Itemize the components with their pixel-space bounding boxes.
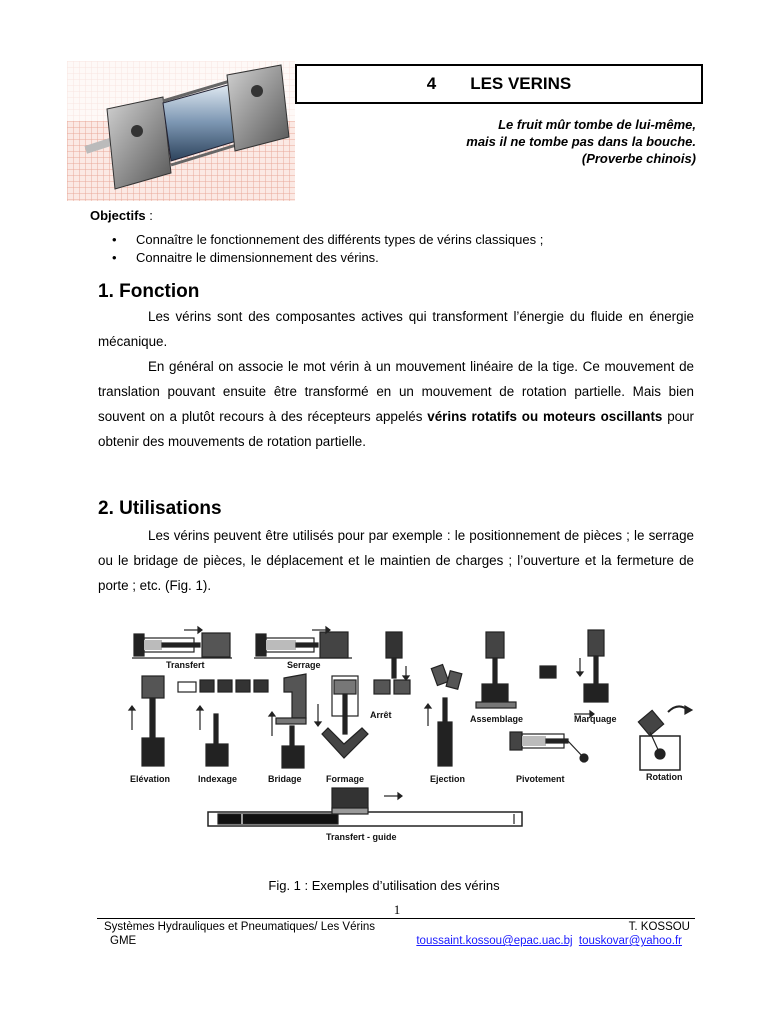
figure-label-transfert-guide: Transfert - guide	[326, 832, 397, 842]
footer-emails	[416, 935, 682, 948]
quote-source: (Proverbe chinois)	[581, 151, 696, 166]
figure-label-bridage: Bridage	[268, 774, 302, 784]
epigraph-quote	[466, 116, 696, 167]
figure-caption: Fig. 1 : Exemples d’utilisation des vérins	[268, 878, 500, 893]
footer-department: GME	[110, 935, 137, 947]
transfert-guide-illustration	[208, 788, 522, 826]
figure-illustration	[122, 618, 702, 850]
figure-label-transfert: Transfert	[166, 660, 205, 670]
serrage-illustration	[254, 627, 352, 658]
objectives-suffix: :	[145, 208, 153, 223]
paragraph	[98, 354, 694, 454]
paragraph: Les vérins sont des composantes actives qui transforment l’énergie du fluide en énergie mécanique.	[98, 309, 694, 349]
footer-divider	[97, 918, 695, 919]
section-heading-fonction: 1. Fonction	[98, 281, 200, 302]
objectives-list	[110, 231, 543, 267]
list-item: • Connaitre le dimensionnement des vérins.	[110, 249, 543, 267]
quote-line-1: Le fruit mûr tombe de lui-même,	[498, 117, 696, 132]
marquage-illustration	[540, 630, 608, 702]
quote-line-2: mais il ne tombe pas dans la bouche.	[466, 134, 696, 149]
section-heading-utilisations: 2. Utilisations	[98, 498, 222, 519]
list-item: • Connaître le fonctionnement des différents types de vérins classiques ;	[110, 231, 543, 249]
figure-label-arret: Arrêt	[370, 710, 392, 720]
figure-label-indexage: Indexage	[198, 774, 238, 784]
paragraph: Les vérins peuvent être utilisés pour par exemple : le positionnement de pièces ; le serrage ou le bridage de pièces, le déplacement et le maintien de charges ; l’ouverture et la fermeture de porte ; etc. (Fig. 1).	[98, 528, 694, 593]
formage-illustration	[315, 676, 368, 758]
chapter-title: LES VERINS	[470, 74, 572, 93]
email-link-primary[interactable]: toussaint.kossou@epac.uac.bj	[416, 935, 573, 947]
page-number: 1	[393, 902, 401, 917]
section-utilisations-body	[98, 523, 694, 598]
figure-label-rotation: Rotation	[646, 772, 683, 782]
footer-author: T. KOSSOU	[628, 921, 690, 933]
transfert-illustration	[132, 627, 232, 658]
figure-label-serrage: Serrage	[287, 660, 321, 670]
figure-label-ejection: Ejection	[430, 774, 466, 784]
indexage-illustration	[178, 680, 268, 766]
section-fonction-body	[98, 304, 694, 454]
elevation-illustration	[129, 676, 164, 766]
chapter-number: 4	[426, 74, 437, 93]
figure-label-assemblage: Assemblage	[470, 714, 524, 724]
rotation-illustration	[638, 706, 692, 770]
figure-label-formage: Formage	[326, 774, 365, 784]
figure-label-elevation: Elévation	[130, 774, 171, 784]
paragraph-text: pour obtenir des mouvements de rotation partielle.	[98, 409, 694, 449]
figure-label-pivotement: Pivotement	[516, 774, 565, 784]
bold-term: vérins rotatifs ou moteurs oscillants	[427, 409, 663, 424]
ejection-illustration	[425, 698, 452, 766]
arret-illustration	[374, 632, 410, 694]
ejection-top-illustration	[431, 664, 462, 689]
figure-cylinder-uses	[122, 618, 702, 850]
chapter-title-box	[295, 64, 703, 104]
bridage-illustration	[269, 674, 306, 768]
cylinder-photo	[67, 61, 295, 201]
objectives-label	[90, 208, 153, 223]
footer-course-title: Systèmes Hydrauliques et Pneumatiques/ Les Vérins	[104, 921, 376, 933]
email-link-secondary[interactable]: touskovar@yahoo.fr	[578, 935, 682, 947]
paragraph-text: En général on associe le mot vérin à un mouvement linéaire de la tige. Ce mouvement de translation pouvant ensuite être transformé en un mouvement de rotation partielle. Mais bien souvent on a plutôt recours à des récepteurs appelés	[98, 359, 694, 424]
figure-label-marquage: Marquage	[574, 714, 617, 724]
assemblage-illustration	[476, 632, 516, 708]
objectives-title: Objectifs	[90, 208, 146, 223]
